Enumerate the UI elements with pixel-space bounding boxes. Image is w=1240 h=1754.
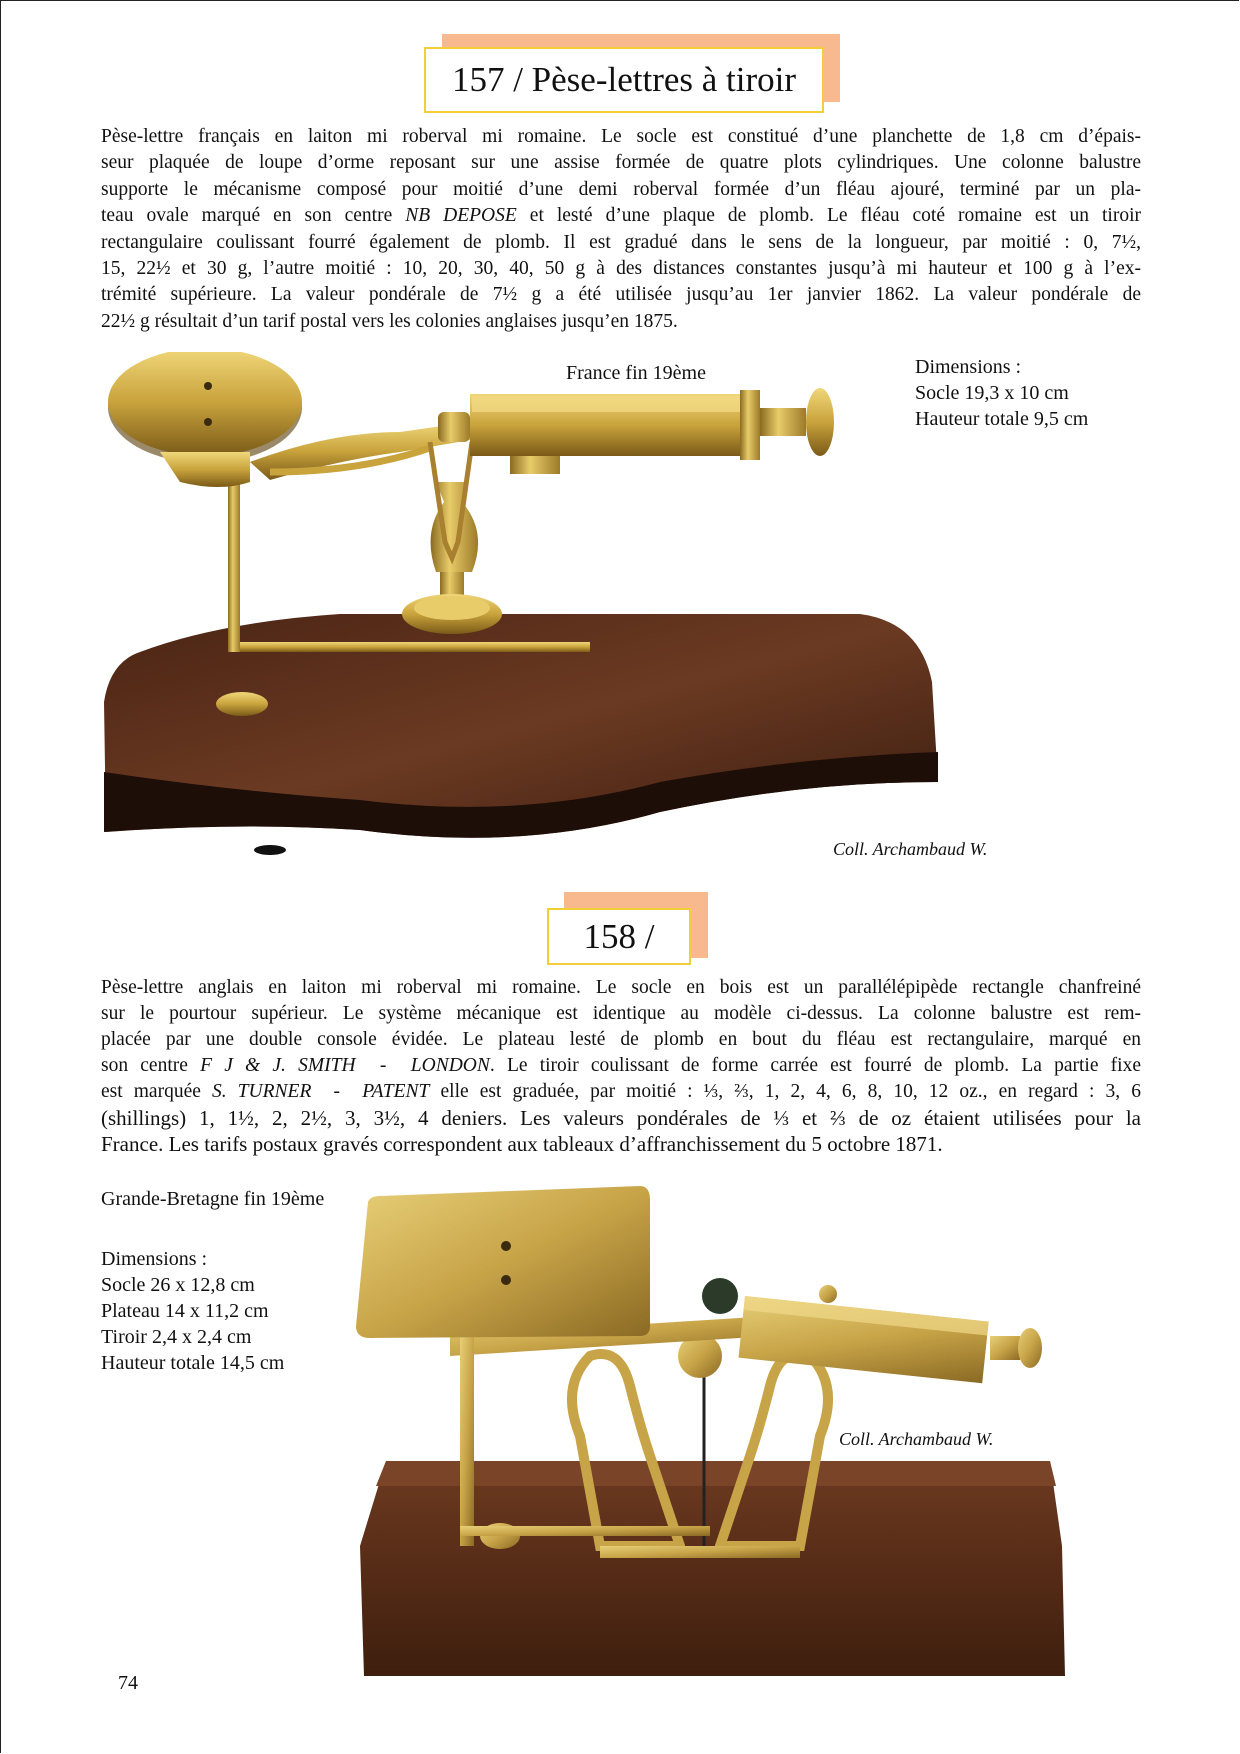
page-number: 74 bbox=[118, 1672, 138, 1694]
title-157-text: 157 / Pèse-lettres à tiroir bbox=[451, 60, 797, 99]
dimensions-158-item: Plateau 14 x 11,2 cm bbox=[101, 1300, 269, 1322]
description-157-line: rectangulaire coulissant fourré également de plomb. Il est gradué dans le sens de la longueur, par moitié : 0, 7½, bbox=[101, 231, 1141, 253]
origin-158 bbox=[101, 1186, 324, 1212]
description-158-line: est marquée S. TURNER - PATENT elle est graduée, par moitié : ⅓, ⅔, 1, 2, 4, 6, 8, 10, 12 oz., en regard : 3, 6 bbox=[101, 1081, 1141, 1102]
description-157-line: teau ovale marqué en son centre NB DEPOSE et lesté d’une plaque de plomb. Le fléau coté romaine est un tiroir bbox=[101, 205, 1141, 227]
dimensions-158 bbox=[101, 1246, 284, 1376]
dimensions-157-label: Dimensions : bbox=[915, 356, 1022, 378]
title-158-text: 158 / bbox=[583, 916, 655, 956]
dimensions-158-item: Tiroir 2,4 x 2,4 cm bbox=[101, 1326, 252, 1348]
description-157-line: 22½ g résultait d’un tarif postal vers les colonies anglaises jusqu’en 1875. bbox=[101, 310, 678, 332]
origin-157 bbox=[566, 360, 706, 386]
description-157-line: 15, 22½ et 30 g, l’autre moitié : 10, 20, 30, 40, 50 g à des distances constantes jusqu’à mi hauteur et 100 g à l’ex- bbox=[101, 258, 1141, 280]
photo-157-letter-scale bbox=[100, 352, 1030, 862]
dimensions-157-item: Hauteur totale 9,5 cm bbox=[915, 408, 1089, 430]
dimensions-158-item: Socle 26 x 12,8 cm bbox=[101, 1274, 255, 1296]
description-158-line: son centre F J & J. SMITH - LONDON. Le tiroir coulissant de forme carrée est fourré de plomb. La partie fixe bbox=[101, 1055, 1141, 1076]
title-158 bbox=[547, 908, 691, 965]
origin-157-text: France fin 19ème bbox=[566, 362, 706, 384]
description-157-line: supporte le mécanisme composé pour moitié d’une demi roberval formée d’un fléau ajouré, terminé par un pla- bbox=[101, 178, 1141, 200]
credit-157: Coll. Archambaud W. bbox=[833, 839, 988, 859]
dimensions-158-item: Hauteur totale 14,5 cm bbox=[101, 1352, 285, 1374]
description-157-line: seur plaquée de loupe d’orme reposant sur une assise formée de quatre plots cylindriques. Une colonne balustre bbox=[101, 152, 1141, 174]
description-157-line: trémité supérieure. La valeur pondérale de 7½ g a été utilisée jusqu’au 1er janvier 1862. La valeur pondérale de bbox=[101, 284, 1141, 306]
description-158-line: France. Les tarifs postaux gravés correspondent aux tableaux d’affranchissement du 5 octobre 1871. bbox=[101, 1132, 943, 1156]
dimensions-158-label: Dimensions : bbox=[101, 1248, 208, 1270]
title-157 bbox=[424, 47, 824, 113]
dimensions-157-item: Socle 19,3 x 10 cm bbox=[915, 382, 1069, 404]
description-158-line: placée par une double console évidée. Le plateau lesté de plomb en bout du fléau est rectangulaire, marqué en bbox=[101, 1029, 1141, 1050]
description-157-line: Pèse-lettre français en laiton mi roberval mi romaine. Le socle est constitué d’une planchette de 1,8 cm d’épais- bbox=[101, 126, 1141, 147]
dimensions-157 bbox=[915, 354, 1088, 432]
credit-158: Coll. Archambaud W. bbox=[839, 1429, 994, 1449]
description-158 bbox=[101, 975, 1141, 1157]
description-158-line: sur le pourtour supérieur. Le système mécanique est identique au modèle ci-dessus. La colonne balustre est rem- bbox=[101, 1003, 1141, 1024]
origin-158-text: Grande-Bretagne fin 19ème bbox=[101, 1188, 325, 1210]
description-158-line: Pèse-lettre anglais en laiton mi roberval mi romaine. Le socle en bois est un parallélépipède rectangle chanfreiné bbox=[101, 977, 1141, 998]
description-157 bbox=[101, 124, 1141, 335]
description-158-line: (shillings) 1, 1½, 2, 2½, 3, 3½, 4 deniers. Les valeurs pondérales de ⅓ et ⅔ de oz étaient utilisées pour la bbox=[101, 1106, 1141, 1130]
